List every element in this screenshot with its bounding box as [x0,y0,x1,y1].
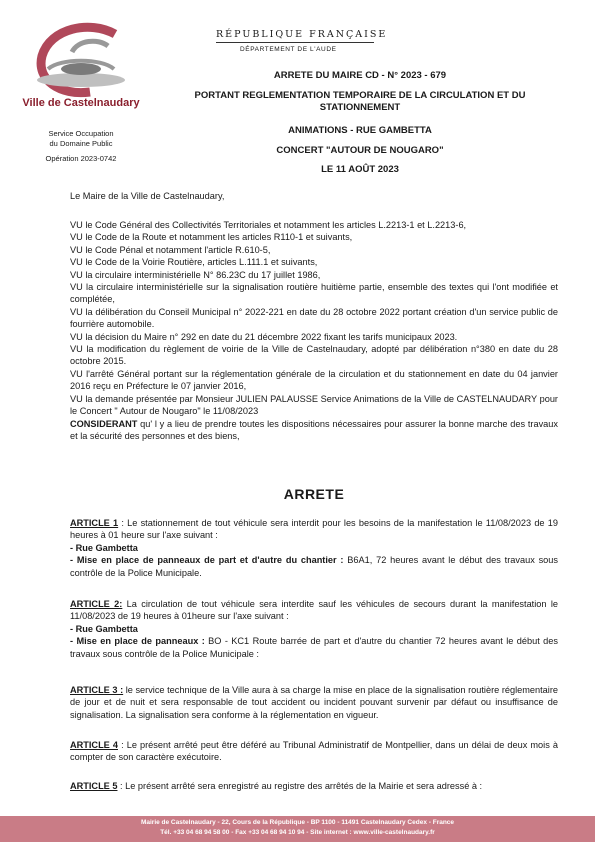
consideration-item: VU la demande présentée par Monsieur JULIEN PALAUSSE Service Animations de la Ville de CASTELNAUDARY pour le Concert " Autour de Nougaro" le 11/08/2023 [70,393,558,417]
operation-number: Opération 2023-0742 [45,154,117,163]
city-name: Ville de Castelnaudary [22,97,140,109]
department-label: DÉPARTEMENT DE L'AUDE [240,46,337,53]
consideration-item: VU la circulaire interministérielle sur la signalisation routière huitième partie, ensemble des textes qui l'ont modifiée et complétée, [70,282,558,305]
arrete-subject: PORTANT REGLEMENTATION TEMPORAIRE DE LA CIRCULATION ET DU STATIONNEMENT [194,90,526,113]
event-subtitle: CONCERT "AUTOUR DE NOUGARO" [276,145,444,156]
consideration-item: VU le Code de la Route et notamment les articles R110-1 et suivants, [70,232,353,243]
event-date: LE 11 AOÛT 2023 [321,164,399,175]
service-name: Service Occupation du Domaine Public [48,129,114,148]
article-3: ARTICLE 3 : le service technique de la Ville aura à sa charge la mise en place de la signalisation routière réglementaire de jour et de nuit et sera responsable de tout accident ou incident pouvant survenir par défaut ou insuffisance de signalisation. La signalisation sera conforme à la réglementation en vigueur. [70,685,558,720]
consideration-item: VU la modification du règlement de voirie de la Ville de Castelnaudary, adopté par délibération n°380 en date du 28 octobre 2015. [70,344,558,367]
consideration-item: VU le Code Général des Collectivités Territoriales et notamment les articles L.2213-1 et L.2213-6, [70,220,467,230]
considerant-item: CONSIDERANT qu' l y a lieu de prendre toutes les dispositions nécessaires pour assurer la bonne marche des travaux et la sécurité des personnes et des biens, [70,418,558,441]
intro-text: Le Maire de la Ville de Castelnaudary, [70,191,225,201]
consideration-item: VU l'arrêté Général portant sur la réglementation générale de la circulation et du stationnement en date du 04 janvier 2016 reçu en Préfecture le 07 janvier 2016, [70,368,558,392]
article-1: ARTICLE 1 : Le stationnement de tout véhicule sera interdit pour les besoins de la manifestation le 11/08/2023 de 19 heures à 01 heure sur l'axe suivant : - Rue Gambetta - Mise en place de panneaux de part et d'autre du chantier : B6A1, 72 heures avant le début des travaux sous contrôle de la Police Municipale. [70,518,558,578]
arrete-number: ARRETE DU MAIRE CD - N° 2023 - 679 [273,70,447,81]
footer-contact: Tél. +33 04 68 94 58 00 - Fax +33 04 68 94 10 94 - Site internet : www.ville-castelnaudary.fr [160,829,435,836]
article-2: ARTICLE 2: La circulation de tout véhicule sera interdite sauf les véhicules de secours durant la manifestation le 11/08/2023 de 19 heures à 01heure sur l'axe suivant : - Rue Gambetta - Mise en place de panneaux : BO - KC1 Route barrée de part et d'autre du chantier 72 heures avant le début des travaux sous contrôle de la Police Municipale : [70,599,558,659]
footer-address: Mairie de Castelnaudary - 22, Cours de la République - BP 1100 - 11491 Castelnaudary Cedex - France [140,819,455,826]
article-5: ARTICLE 5 : Le présent arrêté sera enregistré au registre des arrêtés de la Mairie et sera adressé à : [70,781,483,791]
republic-heading: RÉPUBLIQUE FRANÇAISE [216,29,388,40]
consideration-item: VU la circulaire interministérielle N° 86.23C du 17 juillet 1986, [70,269,321,280]
event-title: ANIMATIONS - RUE GAMBETTA [288,125,432,136]
considerations-block [70,219,558,442]
consideration-item: VU le Code Pénal et notamment l'article R.610-5, [70,244,271,255]
consideration-item: VU la décision du Maire n° 292 en date du 21 décembre 2022 fixant les tarifs municipaux 2023. [70,331,458,342]
consideration-item: VU le Code de la Voirie Routière, articles L.111.1 et suivants, [70,257,318,268]
article-4: ARTICLE 4 : Le présent arrêté peut être déféré au Tribunal Administratif de Montpellier, dans un délai de deux mois à compter de son caractère exécutoire. [70,740,558,763]
header-divider [216,42,374,43]
arrete-title: ARRETE [283,486,345,502]
consideration-item: VU la délibération du Conseil Municipal n° 2022-221 en date du 28 octobre 2022 portant création d'un service public de fourrière automobile. [70,306,558,330]
